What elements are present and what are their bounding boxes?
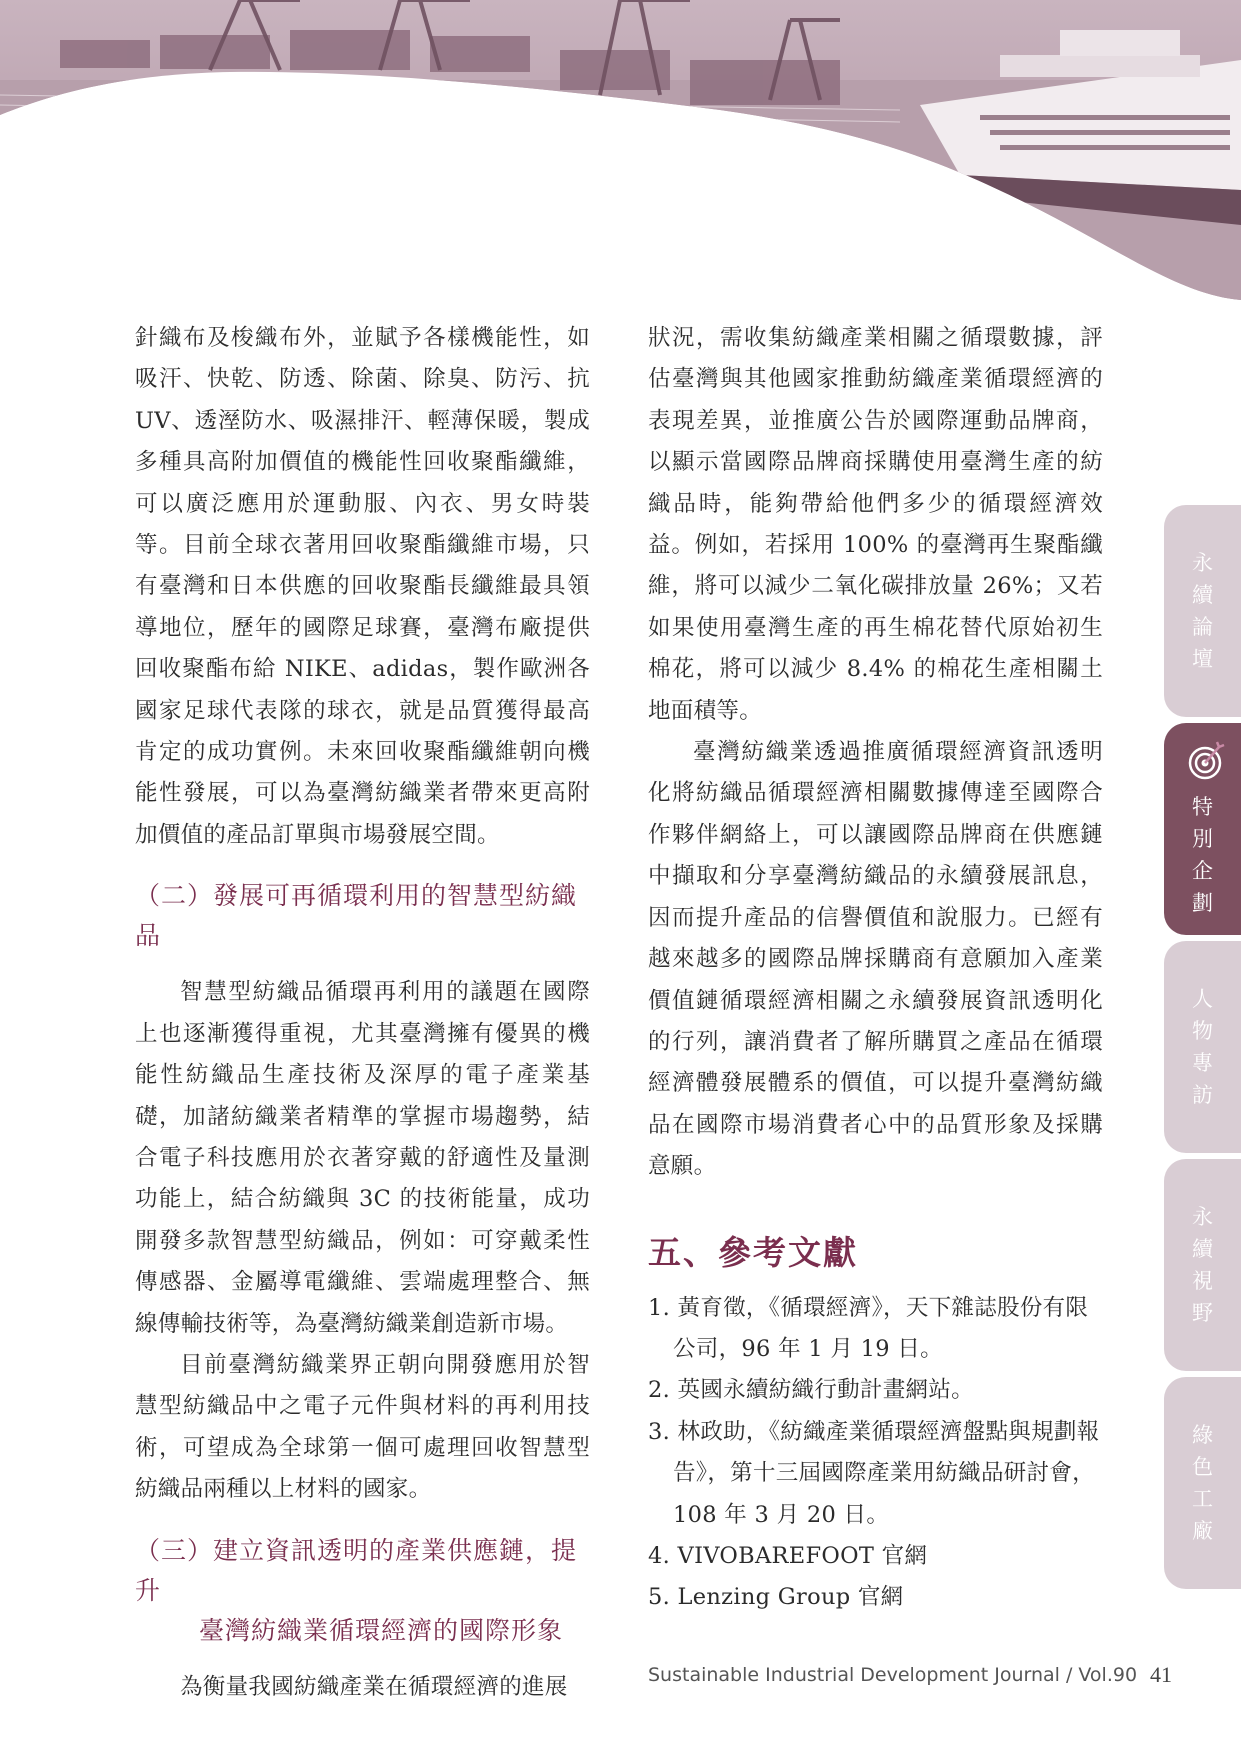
side-tab-interviews[interactable]: [1164, 941, 1241, 1153]
reference-item: 4. VIVOBAREFOOT 官網: [648, 1542, 928, 1569]
tab-char: 物: [1192, 1019, 1213, 1043]
tab-char: 工: [1192, 1487, 1213, 1511]
tab-char: 壇: [1192, 647, 1213, 671]
body-paragraph: 狀況，需收集紡織產業相關之循環數據，評估臺灣與其他國家推動紡織產業循環經濟的表現差異，並推廣公告於國際運動品牌商，以顯示當國際品牌商採購使用臺灣生產的紡織品時，能夠帶給他們多少的循環經濟效益。例如，若採用 100% 的臺灣再生聚酯纖維，將可以減少二氧化碳排放量 26%；又若如果使用臺灣生產的再生棉花替代原始初生棉花，將可以減少 8.4% 的棉花生產相關土地面積等。: [648, 325, 1103, 724]
reference-item: 2. 英國永續紡織行動計畫網站。: [648, 1377, 974, 1404]
subheading-smart-textiles: [135, 876, 590, 956]
body-paragraph: 智慧型紡織品循環再利用的議題在國際上也逐漸獲得重視，尤其臺灣擁有優異的機能性紡織品生產技術及深厚的電子產業基礎，加諸紡織業者精準的掌握市場趨勢，結合電子科技應用於衣著穿戴的舒適性及量測功能上，結合紡織與 3C 的技術能量，成功開發多款智慧型紡織品，例如：可穿戴柔性傳感器、金屬導電纖維、雲端處理整合、無線傳輸技術等，為臺灣紡織業創造新市場。: [135, 979, 590, 1337]
left-column: [135, 318, 590, 1708]
tab-char: 別: [1192, 827, 1213, 851]
tab-char: 廠: [1192, 1519, 1213, 1543]
side-tab-green-factory[interactable]: [1164, 1377, 1241, 1589]
tab-char: 永: [1192, 1205, 1213, 1229]
tab-char: 永: [1192, 551, 1213, 575]
target-arrow-icon: [1181, 739, 1225, 783]
subheading-text: 發展可再循環利用的智慧型紡織品: [135, 881, 578, 951]
reference-item: 3. 林政助，《紡織產業循環經濟盤點與規劃報告》，第十三屆國際產業用紡織品研討會，108 年 3 月 20 日。: [648, 1418, 1100, 1528]
reference-item: 1. 黃育徵，《循環經濟》，天下雜誌股份有限公司，96 年 1 月 19 日。: [648, 1294, 1089, 1362]
journal-footer: Sustainable Industrial Development Journal / Vol.90: [648, 1664, 1138, 1686]
header-banner-image: [0, 0, 1241, 310]
section-title-references: 五、參考文獻: [648, 1232, 858, 1272]
reference-list: [648, 1288, 1103, 1619]
body-paragraph: 針織布及梭織布外，並賦予各樣機能性，如吸汗、快乾、防透、除菌、除臭、防污、抗UV、透溼防水、吸濕排汗、輕薄保暖，製成多種具高附加價值的機能性回收聚酯纖維，可以廣泛應用於運動服、內衣、男女時裝等。目前全球衣著用回收聚酯纖維市場，只有臺灣和日本供應的回收聚酯長纖維最具領導地位，歷年的國際足球賽，臺灣布廠提供回收聚酯布給 NIKE、adidas，製作歐洲各國家足球代表隊的球衣，就是品質獲得最高肯定的成功實例。未來回收聚酯纖維朝向機能性發展，可以為臺灣紡織業者帶來更高附加價值的產品訂單與市場發展空間。: [135, 325, 590, 848]
page-number: 41: [1150, 1662, 1172, 1687]
tab-char: 企: [1192, 859, 1213, 883]
side-tab-special-feature[interactable]: [1164, 723, 1241, 935]
subheading-number: （三）: [135, 1535, 214, 1565]
body-paragraph: 為衡量我國紡織產業在循環經濟的進展: [180, 1673, 568, 1700]
tab-char: 綠: [1192, 1423, 1213, 1447]
tab-char: 色: [1192, 1455, 1213, 1479]
side-tab-sustainability-forum[interactable]: [1164, 505, 1241, 717]
subheading-text-line1: 建立資訊透明的產業供應鏈，提升: [135, 1535, 578, 1605]
tab-char: 專: [1192, 1051, 1213, 1075]
tab-char: 續: [1192, 583, 1213, 607]
tab-char: 特: [1192, 795, 1213, 819]
side-tab-sustainability-vision[interactable]: [1164, 1159, 1241, 1371]
right-column: [648, 318, 1103, 1619]
subheading-text-line2: 臺灣紡織業循環經濟的國際形象: [199, 1615, 564, 1645]
tab-char: 論: [1192, 615, 1213, 639]
reference-item: 5. Lenzing Group 官網: [648, 1584, 904, 1611]
tab-char: 劃: [1192, 891, 1213, 915]
body-paragraph: 臺灣紡織業透過推廣循環經濟資訊透明化將紡織品循環經濟相關數據傳達至國際合作夥伴網絡上，可以讓國際品牌商在供應鏈中擷取和分享臺灣紡織品的永續發展訊息，因而提升產品的信譽價值和說服力。已經有越來越多的國際品牌採購商有意願加入產業價值鏈循環經濟相關之永續發展資訊透明化的行列，讓消費者了解所購買之產品在循環經濟體發展體系的價值，可以提升臺灣紡織品在國際市場消費者心中的品質形象及採購意願。: [648, 739, 1103, 1180]
tab-char: 續: [1192, 1237, 1213, 1261]
tab-char: 訪: [1192, 1083, 1213, 1107]
tab-char: 野: [1192, 1301, 1213, 1325]
subheading-number: （二）: [135, 881, 214, 911]
tab-char: 視: [1192, 1269, 1213, 1293]
tab-char: 人: [1192, 987, 1213, 1011]
body-paragraph: 目前臺灣紡織業界正朝向開發應用於智慧型紡織品中之電子元件與材料的再利用技術，可望成為全球第一個可處理回收智慧型紡織品兩種以上材料的國家。: [135, 1351, 590, 1503]
subheading-transparent-supply-chain: [135, 1531, 590, 1651]
